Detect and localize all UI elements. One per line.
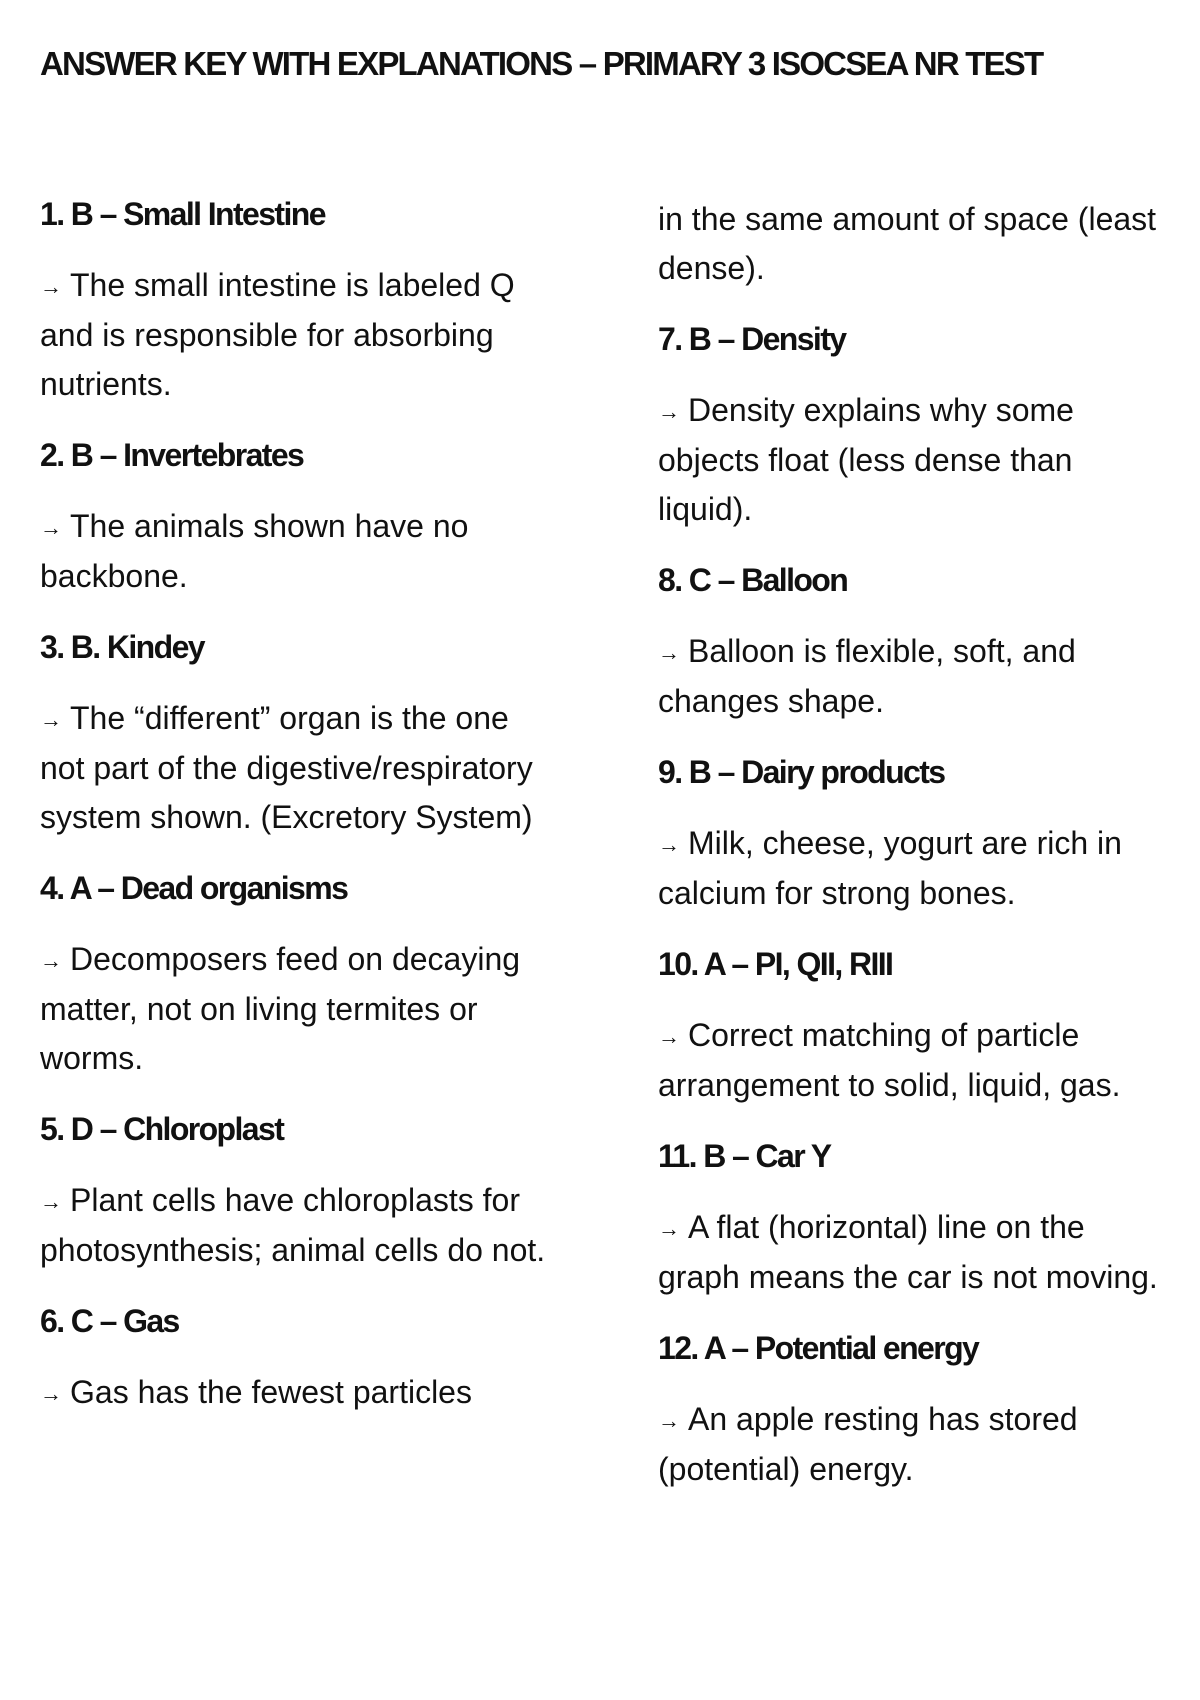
answer-item-6 — [40, 1302, 560, 1418]
answer-explanation — [40, 261, 560, 409]
answer-item-5 — [40, 1110, 560, 1275]
answer-heading: 2. B – Invertebrates — [40, 437, 304, 473]
right-column — [658, 195, 1170, 1521]
arrow-right-icon: → — [658, 1024, 680, 1049]
arrow-right-icon: → — [40, 1189, 62, 1214]
answer-heading: 8. C – Balloon — [658, 562, 848, 598]
answer-heading: 11. B – Car Y — [658, 1138, 831, 1174]
answer-item-1 — [40, 195, 560, 409]
arrow-right-icon: → — [658, 1216, 680, 1241]
arrow-right-icon: → — [658, 399, 680, 424]
answer-heading: 3. B. Kindey — [40, 629, 204, 665]
answer-item-7 — [658, 320, 1170, 534]
answer-explanation — [658, 1395, 1170, 1494]
arrow-right-icon: → — [40, 515, 62, 540]
answer-explanation — [658, 1011, 1170, 1110]
continued-explanation: in the same amount of space (least dense). — [658, 201, 1157, 286]
answer-item-9 — [658, 753, 1170, 918]
explanation-text: Density explains why some objects float (less dense than liquid). — [658, 392, 1074, 527]
answer-item-8 — [658, 561, 1170, 726]
explanation-text: Decomposers feed on decaying matter, not on living termites or worms. — [40, 941, 521, 1076]
answer-explanation — [40, 502, 560, 601]
explanation-text: Correct matching of particle arrangement to solid, liquid, gas. — [658, 1017, 1121, 1103]
arrow-right-icon: → — [40, 1381, 62, 1406]
answer-explanation — [658, 819, 1170, 918]
answer-item-2 — [40, 436, 560, 601]
arrow-right-icon: → — [40, 948, 62, 973]
answer-item-3 — [40, 628, 560, 842]
arrow-right-icon: → — [40, 707, 62, 732]
answer-item-12 — [658, 1329, 1170, 1494]
answer-heading: 12. A – Potential energy — [658, 1330, 979, 1366]
answer-explanation — [40, 694, 560, 842]
explanation-text: The “different” organ is the one not part of the digestive/respiratory system shown. (Excretory System) — [40, 700, 533, 835]
answer-heading: 6. C – Gas — [40, 1303, 179, 1339]
answer-heading: 4. A – Dead organisms — [40, 870, 348, 906]
answer-heading: 9. B – Dairy products — [658, 754, 945, 790]
answer-explanation — [40, 1176, 560, 1275]
arrow-right-icon: → — [40, 274, 62, 299]
explanation-text: Balloon is flexible, soft, and changes shape. — [658, 633, 1076, 719]
answer-explanation — [40, 935, 560, 1083]
answer-explanation — [658, 386, 1170, 534]
explanation-text: Plant cells have chloroplasts for photosynthesis; animal cells do not. — [40, 1182, 546, 1268]
explanation-text: A flat (horizontal) line on the graph means the car is not moving. — [658, 1209, 1158, 1295]
answer-heading: 10. A – PI, QII, RIII — [658, 946, 893, 982]
explanation-text: An apple resting has stored (potential) energy. — [658, 1401, 1078, 1487]
answer-explanation — [658, 627, 1170, 726]
answer-item-4 — [40, 869, 560, 1083]
answer-explanation — [40, 1368, 560, 1418]
explanation-text: Gas has the fewest particles — [70, 1374, 472, 1410]
left-column — [40, 195, 560, 1445]
answer-explanation — [658, 1203, 1170, 1302]
answer-heading: 5. D – Chloroplast — [40, 1111, 284, 1147]
page-title: ANSWER KEY WITH EXPLANATIONS – PRIMARY 3 ISOCSEA NR TEST — [40, 45, 1043, 82]
arrow-right-icon: → — [658, 1408, 680, 1433]
arrow-right-icon: → — [658, 640, 680, 665]
answer-item-11 — [658, 1137, 1170, 1302]
answer-heading: 7. B – Density — [658, 321, 846, 357]
answer-item-10 — [658, 945, 1170, 1110]
explanation-text: The small intestine is labeled Q and is responsible for absorbing nutrients. — [40, 267, 515, 402]
explanation-text: The animals shown have no backbone. — [40, 508, 469, 594]
answer-heading: 1. B – Small Intestine — [40, 196, 325, 232]
arrow-right-icon: → — [658, 832, 680, 857]
explanation-text: Milk, cheese, yogurt are rich in calcium for strong bones. — [658, 825, 1122, 911]
